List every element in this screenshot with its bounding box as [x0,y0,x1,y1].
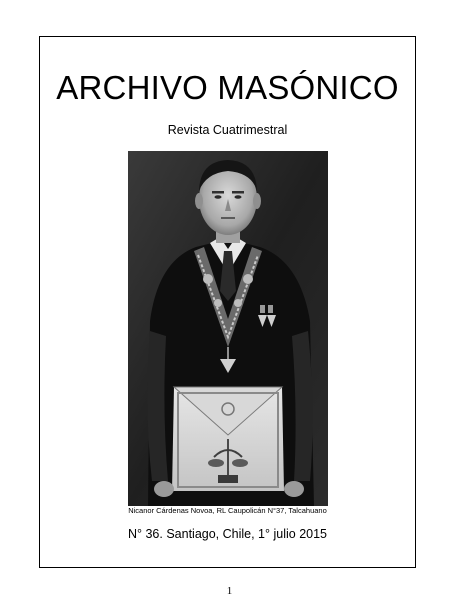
portrait-illustration [128,151,328,506]
page-number: 1 [226,585,233,597]
photo-caption: Nicanor Cárdenas Novoa, RL Caupolicán N°37, Talcahuano [128,506,327,515]
journal-title: ARCHIVO MASÓNICO [56,69,399,106]
cover-portrait-photo [128,151,328,506]
journal-subtitle: Revista Cuatrimestral [167,123,288,137]
cover-frame [39,36,416,568]
issue-line: N° 36. Santiago, Chile, 1° julio 2015 [127,527,327,541]
